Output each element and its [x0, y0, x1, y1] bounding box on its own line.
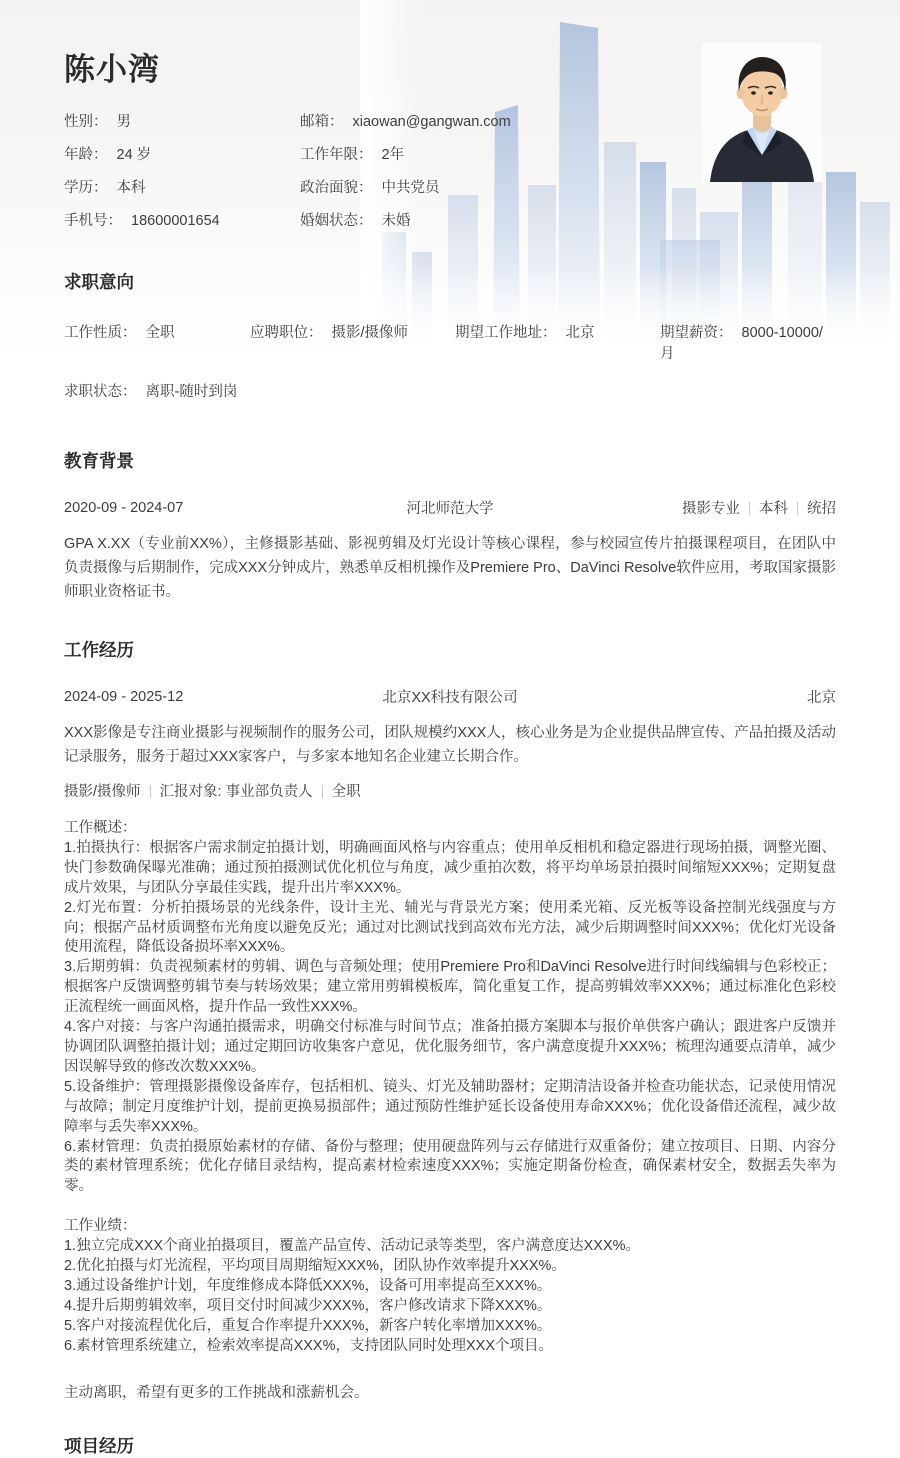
political-status-label: 政治面貌： [300, 180, 373, 196]
job-intent-row-1 [64, 321, 836, 363]
job-status-value: 离职-随时到岗 [145, 384, 238, 400]
education-title: 教育背景 [64, 451, 134, 471]
leave-reason: 主动离职，希望有更多的工作挑战和涨薪机会。 [64, 1384, 369, 1401]
email-label: 邮箱： [300, 114, 344, 130]
work-achievements-title: 工作业绩： [64, 1218, 137, 1235]
employment-type: 全职 [331, 784, 361, 800]
gender-label: 性别： [64, 114, 108, 130]
education-tags [595, 497, 836, 518]
work-location: 北京 [807, 690, 836, 706]
education-major: 摄影专业 [682, 501, 740, 517]
info-row-degree [64, 176, 300, 197]
work-overview-title: 工作概述： [64, 820, 137, 836]
work-overview [64, 819, 836, 1197]
section-job-intent [64, 269, 836, 401]
info-row-political-status [300, 176, 511, 197]
phone-label: 手机号： [64, 213, 122, 229]
education-period: 2020-09 - 2024-07 [64, 499, 184, 516]
project-title: 项目经历 [64, 1436, 134, 1457]
section-project-experience [64, 1433, 836, 1458]
target-position-value: 摄影/摄像师 [331, 325, 409, 341]
overview-item: 1.拍摄执行：根据客户需求制定拍摄计划，明确画面风格与内容重点；使用单反相机和稳定器进行现场拍摄，调整光圈、快门参数确保曝光准确；通过预拍摄测试优化机位与角度，减少重拍次数，将平均单场景拍摄时间缩短XXX%；定期复盘成片效果，与团队分享最佳实践，提升出片率XXX%。 [64, 839, 836, 896]
section-education [64, 448, 836, 604]
field-target-location [455, 321, 660, 363]
job-intent-title: 求职意向 [64, 272, 134, 292]
work-meta-row [64, 686, 836, 707]
field-target-position [250, 321, 455, 363]
target-location-value: 北京 [565, 325, 595, 341]
info-row-experience-years [300, 143, 511, 164]
marital-status-value: 未婚 [381, 213, 411, 229]
work-period: 2024-09 - 2025-12 [64, 688, 184, 705]
work-company: 北京XX科技有限公司 [382, 690, 518, 706]
field-expected-salary [660, 321, 836, 363]
overview-item: 3.后期剪辑：负责视频素材的剪辑、调色与音频处理；使用Premiere Pro和DaVinci Resolve进行时间线编辑与色彩校正；根据客户反馈调整剪辑节奏与转场效果；建立常用剪辑模板库，简化重复工作，提高剪辑效率XXX%；通过标准化色彩校正流程统一画面风格，提升作品一致性XXX%。 [64, 959, 836, 1016]
phone-value: 18600001654 [131, 213, 220, 229]
position-name: 摄影/摄像师 [64, 784, 141, 800]
target-position-label: 应聘职位： [250, 325, 323, 341]
achievement-item: 4.提升后期剪辑效率，项目交付时间减少XXX%，客户修改请求下降XXX%。 [64, 1297, 552, 1314]
work-title: 工作经历 [64, 640, 134, 660]
achievement-item: 3.通过设备维护计划，年度维修成本降低XXX%，设备可用率提高至XXX%。 [64, 1277, 552, 1294]
info-row-marital-status [300, 209, 511, 230]
divider [797, 502, 798, 515]
education-description: GPA X.XX（专业前XX%），主修摄影基础、影视剪辑及灯光设计等核心课程，参与校园宣传片拍摄课程项目，在团队中负责摄像与后期制作，完成XXX分钟成片，熟悉单反相机操作及Premiere Pro、DaVinci Resolve软件应用，考取国家摄影师职业资格证书。 [64, 536, 836, 600]
job-type-value: 全职 [145, 325, 175, 341]
expected-salary-label: 期望薪资： [660, 325, 733, 341]
info-row-gender [64, 110, 300, 131]
education-degree-tag: 本科 [759, 501, 788, 517]
age-value: 24 岁 [116, 147, 152, 163]
degree-value: 本科 [116, 180, 146, 196]
marital-status-label: 婚姻状态： [300, 213, 373, 229]
job-status-label: 求职状态： [64, 384, 137, 400]
experience-years-label: 工作年限： [300, 147, 373, 163]
experience-years-value: 2年 [381, 147, 405, 163]
position-row [64, 780, 836, 801]
report-to: 汇报对象: 事业部负责人 [159, 784, 313, 800]
education-admission-type: 统招 [807, 501, 836, 517]
achievement-item: 1.独立完成XXX个商业拍摄项目，覆盖产品宣传、活动记录等类型，客户满意度达XXX%。 [64, 1238, 641, 1255]
age-label: 年龄： [64, 147, 108, 163]
education-meta-row [64, 497, 836, 518]
divider [150, 785, 151, 798]
overview-item: 6.素材管理：负责拍摄原始素材的存储、备份与整理；使用硬盘阵列与云存储进行双重备份；建立按项目、日期、内容分类的素材管理系统；优化存储目录结构，提高素材检索速度XXX%；实施定期备份检查，确保素材安全，数据丢失率为零。 [64, 1138, 836, 1195]
divider [749, 502, 750, 515]
target-location-label: 期望工作地址： [455, 325, 557, 341]
info-row-phone [64, 209, 300, 230]
email-value: xiaowan@gangwan.com [352, 114, 511, 130]
company-intro: XXX影像是专注商业摄影与视频制作的服务公司，团队规模约XXX人，核心业务是为企业提供品牌宣传、产品拍摄及活动记录服务，服务于超过XXX家客户，与多家本地知名企业建立长期合作。 [64, 725, 836, 765]
work-achievements [64, 1217, 836, 1356]
expected-salary-value: 8000-10000/月 [660, 325, 823, 362]
political-status-value: 中共党员 [381, 180, 440, 196]
basic-info-left [64, 110, 300, 230]
job-intent-row-2 [64, 380, 836, 401]
divider [322, 785, 323, 798]
job-type-label: 工作性质： [64, 325, 137, 341]
gender-value: 男 [116, 114, 131, 130]
field-job-status [64, 380, 237, 401]
overview-item: 5.设备维护：管理摄影摄像设备库存，包括相机、镜头、灯光及辅助器材；定期清洁设备并检查功能状态，记录使用情况与故障；制定月度维护计划，提前更换易损部件；通过预防性维护延长设备使用寿命XXX%；优化设备借还流程，减少故障率与丢失率XXX%。 [64, 1078, 836, 1135]
info-row-email [300, 110, 511, 131]
field-job-type [64, 321, 250, 363]
degree-label: 学历： [64, 180, 108, 196]
education-school: 河北师范大学 [406, 501, 494, 517]
achievement-item: 2.优化拍摄与灯光流程，平均项目周期缩短XXX%，团队协作效率提升XXX%。 [64, 1258, 566, 1275]
candidate-name: 陈小湾 [64, 52, 160, 87]
overview-item: 2.灯光布置：分析拍摄场景的光线条件，设计主光、辅光与背景光方案；使用柔光箱、反光板等设备控制光线强度与方向；根据产品材质调整布光角度以避免反光；通过对比测试找到高效布光方法，减少后期调整时间XXX%；优化灯光设备使用流程，降低设备损坏率XXX%。 [64, 899, 836, 956]
section-work-experience [64, 637, 836, 1403]
overview-item: 4.客户对接：与客户沟通拍摄需求，明确交付标准与时间节点；准备拍摄方案脚本与报价单供客户确认；跟进客户反馈并协调团队调整拍摄计划；通过定期回访收集客户意见，优化服务细节，客户满意度提升XXX%；梳理沟通要点清单，减少因误解导致的修改次数XXX%。 [64, 1019, 836, 1075]
basic-info-right [300, 110, 511, 230]
portrait-photo [702, 43, 822, 182]
achievement-item: 5.客户对接流程优化后，重复合作率提升XXX%，新客户转化率增加XXX%。 [64, 1317, 552, 1334]
achievement-item: 6.素材管理系统建立，检索效率提高XXX%，支持团队同时处理XXX个项目。 [64, 1337, 554, 1354]
info-row-age [64, 143, 300, 164]
